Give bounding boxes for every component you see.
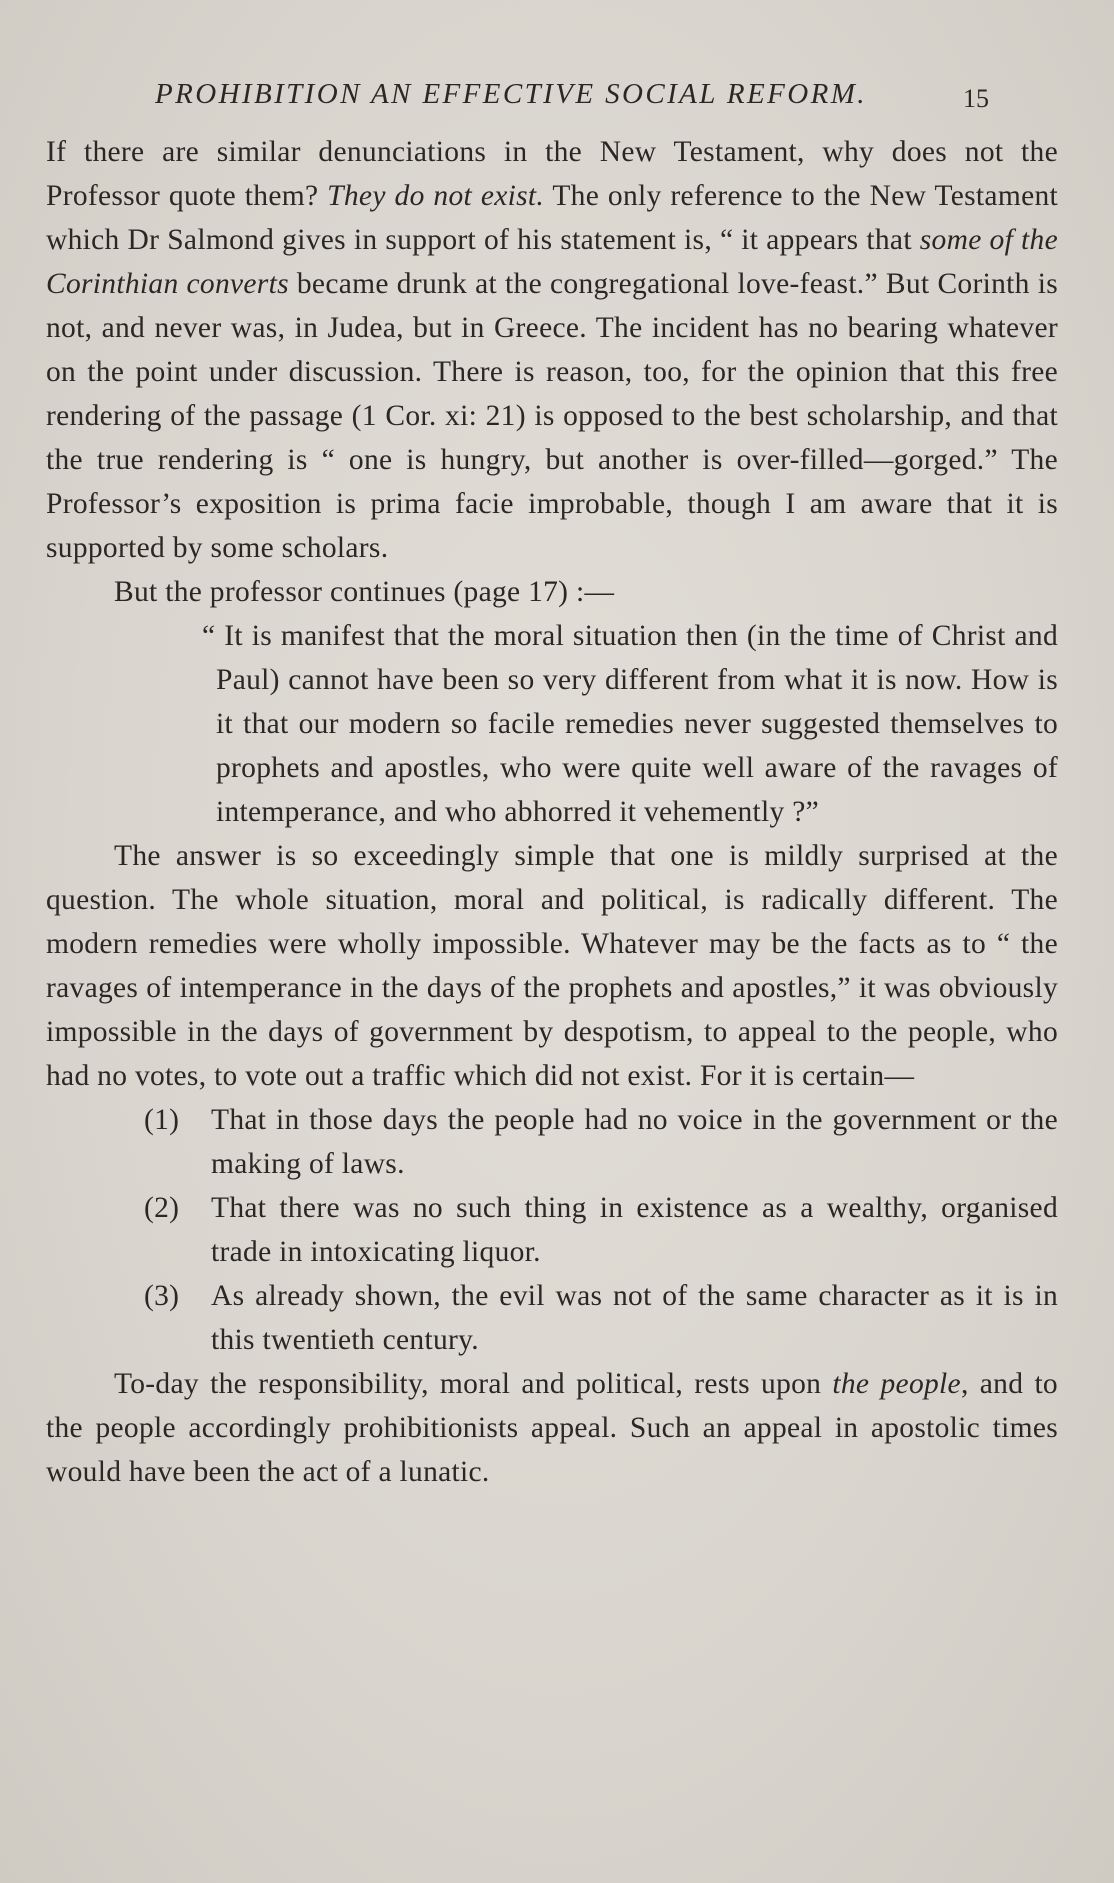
list-item-text: That in those days the people had no voice in the government or the making of laws. [211,1104,1058,1180]
paragraph-1-text-2: The only reference to the New Testament which Dr Salmond gives in support of his statement is, “ it appears that [46,180,1059,256]
paragraph-4 [46,1362,1058,1494]
list-item-number: (1) [144,1104,180,1136]
list-item [46,1186,1058,1274]
page-body [46,130,1058,1494]
paragraph-2: But the professor continues (page 17) :— [114,576,615,608]
list-item-number: (3) [144,1280,180,1312]
paragraph-1-italic-2: some of the Corinthian converts [46,224,1058,300]
page-header [155,78,1034,118]
paragraph-4-italic-1: the people [832,1368,961,1400]
paragraph-1-text-1: If there are similar denunciations in the New Testament, why does not the Professor quote them? [46,136,1058,212]
list-item-number: (2) [144,1192,180,1224]
running-title: PROHIBITION AN EFFECTIVE SOCIAL REFORM. [155,78,867,110]
list-item-text: As already shown, the evil was not of the same character as it is in this twentieth century. [211,1280,1058,1356]
page-number: 15 [963,84,989,113]
numbered-list [46,1098,1058,1362]
list-item [46,1274,1058,1362]
paragraph-3: The answer is so exceedingly simple that one is mildly surprised at the question. The whole situation, moral and political, is radically different. The modern remedies were wholly impossible. Whatever may be the facts as to “ the ravages of intemperance in the days of the prophets and apostles,” it was obviously impossible in the days of government by despotism, to appeal to the people, who had no votes, to vote out a traffic which did not exist. For it is certain— [46,840,1058,1092]
list-item [46,1098,1058,1186]
paragraph-1-italic-1: They do not exist. [327,180,545,212]
paragraph-4-text-1: To-day the responsibility, moral and political, rests upon [114,1368,833,1400]
block-quote: “ It is manifest that the moral situation then (in the time of Christ and Paul) cannot have been so very different from what it is now. How is it that our modern so facile remedies never suggested themselves to prophets and apostles, who were quite well aware of the ravages of intemperance, and who abhorred it vehemently ?” [202,620,1058,828]
paragraph-1-text-3: became drunk at the congregational love-feast.” But Corinth is not, and never was, in Judea, but in Greece. The incident has no bearing whatever on the point under discussion. There is reason, too, for the opinion that this free rendering of the passage (1 Cor. xi: 21) is opposed to the best scholarship, and that the true rendering is “ one is hungry, but another is over-filled—gorged.” The Professor’s exposition is prima facie improbable, though I am aware that it is supported by some scholars. [46,268,1058,564]
list-item-text: That there was no such thing in existence as a wealthy, organised trade in intoxicating liquor. [211,1192,1058,1268]
paragraph-4-text-2: , and to the people accordingly prohibitionists appeal. Such an appeal in apostolic times would have been the act of a lunatic. [46,1368,1058,1488]
paragraph-1 [46,130,1058,570]
